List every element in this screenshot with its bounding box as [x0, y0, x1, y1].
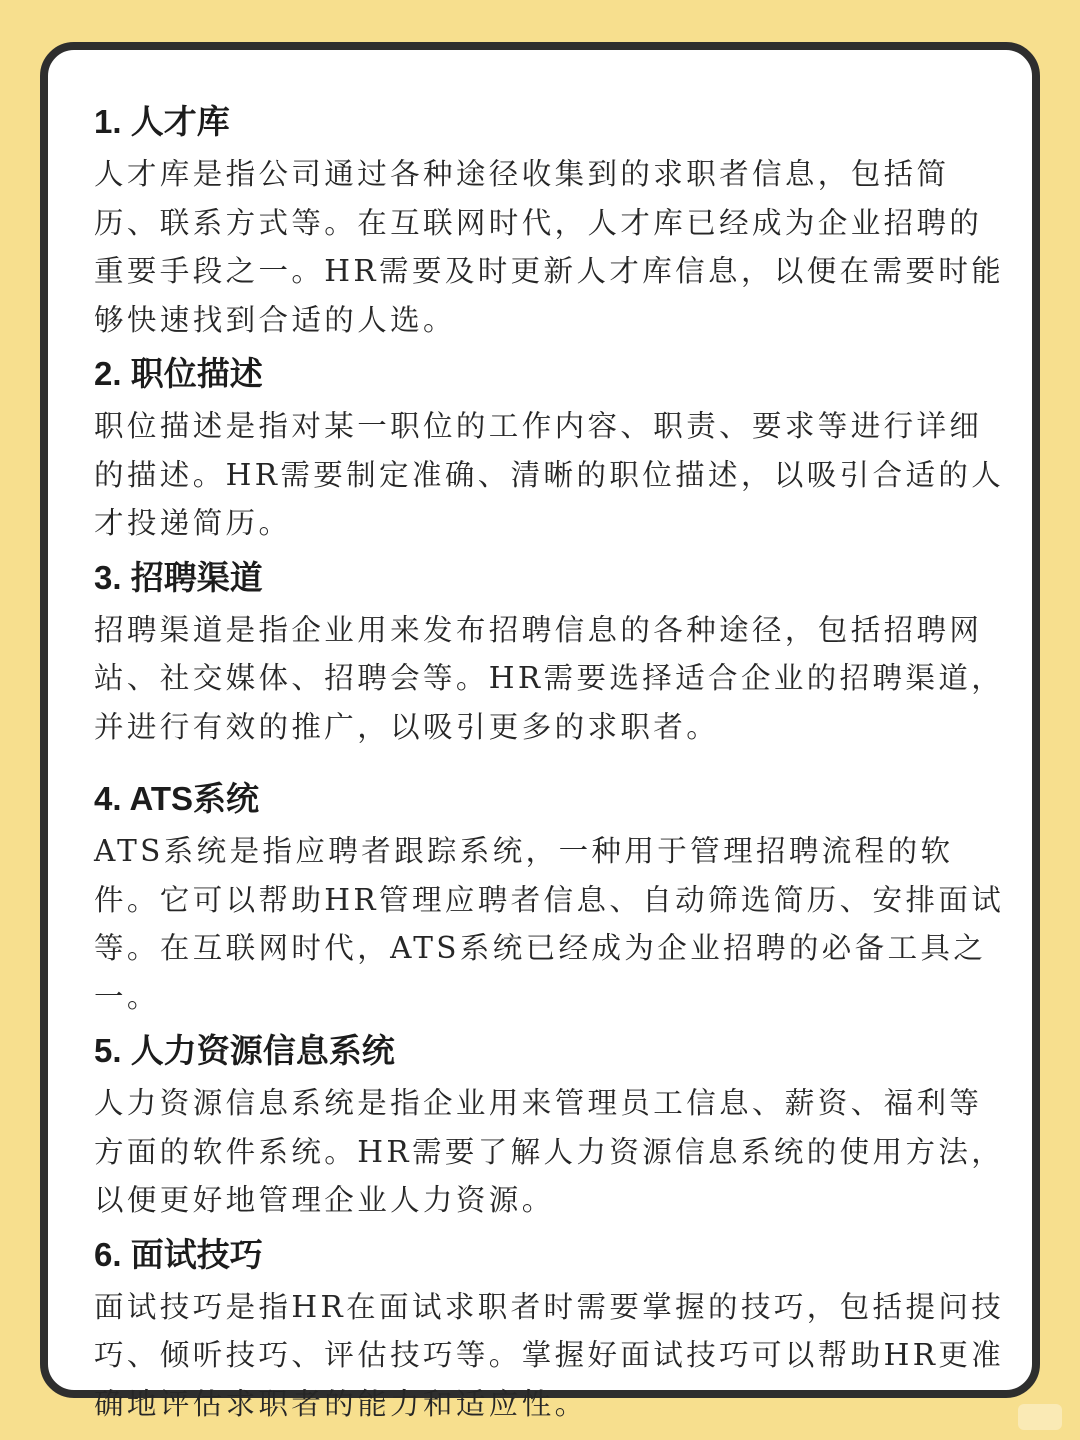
section-title: 4. ATS系统 [94, 780, 260, 817]
section-body: 职位描述是指对某一职位的工作内容、职责、要求等进行详细的描述。HR需要制定准确、清晰的职位描述，以吸引合适的人才投递简历。 [94, 409, 1005, 540]
section-body: 面试技巧是指HR在面试求职者时需要掌握的技巧，包括提问技巧、倾听技巧、评估技巧等。掌握好面试技巧可以帮助HR更准确地评估求职者的能力和适应性。 [94, 1289, 1005, 1421]
section-body: 招聘渠道是指企业用来发布招聘信息的各种途径，包括招聘网站、社交媒体、招聘会等。HR需要选择适合企业的招聘渠道，并进行有效的推广，以吸引更多的求职者。 [94, 612, 1005, 744]
section-title: 1. 人才库 [94, 103, 230, 140]
section-title: 3. 招聘渠道 [94, 558, 263, 596]
watermark-badge [1018, 1404, 1062, 1430]
section-talent-pool [94, 100, 1012, 344]
section-recruiting-channels [94, 556, 1012, 752]
section-title: 6. 面试技巧 [94, 1235, 263, 1273]
content-card [40, 42, 1040, 1421]
section-ats-system [94, 777, 1012, 1021]
section-interview-skills [94, 1233, 1012, 1429]
section-hris [94, 1029, 1012, 1225]
section-job-description [94, 352, 1012, 548]
section-title: 2. 职位描述 [94, 355, 263, 392]
section-body: ATS系统是指应聘者跟踪系统，一种用于管理招聘流程的软件。它可以帮助HR管理应聘者信息、自动筛选简历、安排面试等。在互联网时代，ATS系统已经成为企业招聘的必备工具之一。 [94, 834, 1005, 1014]
section-title: 5. 人力资源信息系统 [94, 1032, 395, 1069]
section-body: 人力资源信息系统是指企业用来管理员工信息、薪资、福利等方面的软件系统。HR需要了解人力资源信息系统的使用方法，以便更好地管理企业人力资源。 [94, 1086, 1005, 1217]
section-body: 人才库是指公司通过各种途径收集到的求职者信息，包括简历、联系方式等。在互联网时代，人才库已经成为企业招聘的重要手段之一。HR需要及时更新人才库信息，以便在需要时能够快速找到合适的人选。 [94, 157, 1005, 337]
